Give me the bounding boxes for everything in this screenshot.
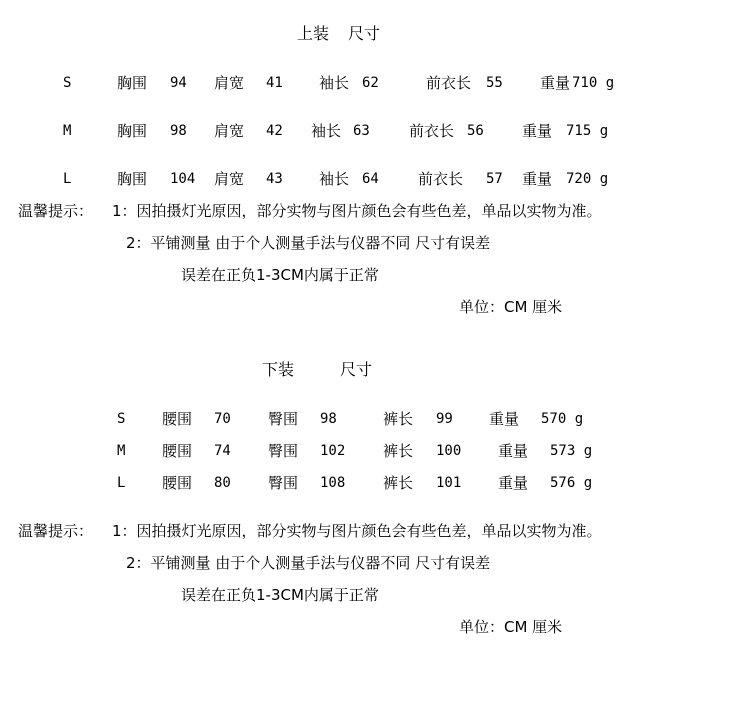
shoulder-label: 肩宽 bbox=[214, 122, 245, 140]
sleeve-label: 袖长 bbox=[319, 74, 350, 92]
notice-label: 温馨提示： bbox=[18, 202, 94, 220]
notice-line-3: 误差在正负1-3CM内属于正常 bbox=[181, 266, 379, 284]
weight-value: 715 g bbox=[566, 123, 609, 139]
sleeve-value: 62 bbox=[362, 75, 379, 91]
sleeve-value: 63 bbox=[353, 123, 370, 139]
sleeve-label: 袖长 bbox=[319, 170, 350, 188]
bottom-title-unit: 尺寸 bbox=[340, 360, 373, 379]
front-length-value: 56 bbox=[467, 123, 484, 139]
shoulder-label: 肩宽 bbox=[214, 170, 245, 188]
front-length-label: 前衣长 bbox=[426, 74, 472, 92]
waist-label: 腰围 bbox=[162, 442, 193, 460]
weight-label: 重量 bbox=[498, 442, 529, 460]
weight-label: 重量 bbox=[522, 122, 553, 140]
notice-line-2: 2：平铺测量 由于个人测量手法与仪器不同 尺寸有误差 bbox=[126, 554, 491, 572]
front-length-value: 55 bbox=[486, 75, 503, 91]
shoulder-label: 肩宽 bbox=[214, 74, 245, 92]
size-label: L bbox=[63, 171, 72, 187]
front-length-label: 前衣长 bbox=[409, 122, 455, 140]
waist-value: 70 bbox=[214, 411, 231, 427]
hip-label: 臀围 bbox=[268, 410, 299, 428]
waist-value: 80 bbox=[214, 475, 231, 491]
chest-value: 94 bbox=[170, 75, 187, 91]
weight-label: 重量 bbox=[489, 410, 520, 428]
waist-label: 腰围 bbox=[162, 410, 193, 428]
size-label: M bbox=[117, 443, 126, 459]
chest-label: 胸围 bbox=[117, 74, 148, 92]
size-label: M bbox=[63, 123, 72, 139]
chest-label: 胸围 bbox=[117, 170, 148, 188]
notice-line-1: 1：因拍摄灯光原因，部分实物与图片颜色会有些色差，单品以实物为准。 bbox=[112, 522, 602, 540]
chest-label: 胸围 bbox=[117, 122, 148, 140]
weight-label: 重量 bbox=[540, 74, 571, 92]
shoulder-value: 43 bbox=[266, 171, 283, 187]
top-title: 上装 bbox=[297, 24, 330, 43]
size-label: S bbox=[63, 75, 72, 91]
weight-value: 573 g bbox=[550, 443, 593, 459]
weight-value: 576 g bbox=[550, 475, 593, 491]
length-label: 裤长 bbox=[383, 442, 414, 460]
length-value: 100 bbox=[436, 443, 462, 459]
weight-value: 570 g bbox=[541, 411, 584, 427]
size-label: S bbox=[117, 411, 126, 427]
waist-value: 74 bbox=[214, 443, 231, 459]
bottom-title: 下装 bbox=[262, 360, 295, 379]
top-title-unit: 尺寸 bbox=[348, 24, 381, 43]
notice-label: 温馨提示： bbox=[18, 522, 94, 540]
length-label: 裤长 bbox=[383, 410, 414, 428]
notice-line-2: 2：平铺测量 由于个人测量手法与仪器不同 尺寸有误差 bbox=[126, 234, 491, 252]
hip-value: 108 bbox=[320, 475, 346, 491]
weight-value: 720 g bbox=[566, 171, 609, 187]
chest-value: 104 bbox=[170, 171, 196, 187]
hip-label: 臀围 bbox=[268, 442, 299, 460]
hip-value: 102 bbox=[320, 443, 346, 459]
weight-value: 710 g bbox=[572, 75, 615, 91]
chest-value: 98 bbox=[170, 123, 187, 139]
length-value: 99 bbox=[436, 411, 453, 427]
shoulder-value: 41 bbox=[266, 75, 283, 91]
length-label: 裤长 bbox=[383, 474, 414, 492]
notice-line-1: 1：因拍摄灯光原因，部分实物与图片颜色会有些色差，单品以实物为准。 bbox=[112, 202, 602, 220]
front-length-value: 57 bbox=[486, 171, 503, 187]
weight-label: 重量 bbox=[498, 474, 529, 492]
length-value: 101 bbox=[436, 475, 462, 491]
unit-note: 单位：CM 厘米 bbox=[459, 298, 563, 316]
sleeve-label: 袖长 bbox=[311, 122, 342, 140]
notice-line-3: 误差在正负1-3CM内属于正常 bbox=[181, 586, 379, 604]
hip-label: 臀围 bbox=[268, 474, 299, 492]
front-length-label: 前衣长 bbox=[418, 170, 464, 188]
size-label: L bbox=[117, 475, 126, 491]
shoulder-value: 42 bbox=[266, 123, 283, 139]
waist-label: 腰围 bbox=[162, 474, 193, 492]
hip-value: 98 bbox=[320, 411, 337, 427]
unit-note: 单位：CM 厘米 bbox=[459, 618, 563, 636]
weight-label: 重量 bbox=[522, 170, 553, 188]
sleeve-value: 64 bbox=[362, 171, 379, 187]
